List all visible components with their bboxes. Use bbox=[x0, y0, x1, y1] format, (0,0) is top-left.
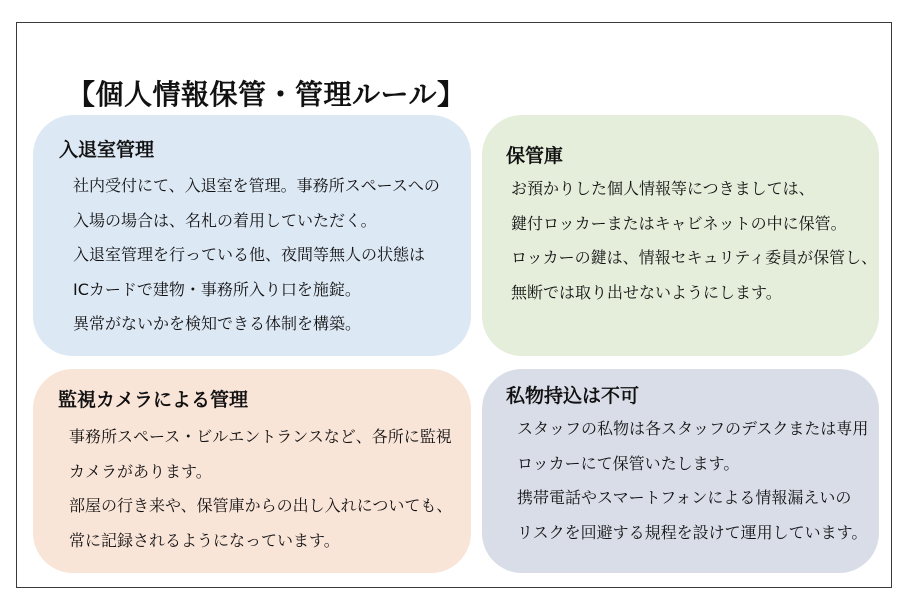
card-line: リスクを回避する規程を設けて運用しています。 bbox=[517, 522, 868, 542]
card-line: 事務所スペース・ビルエントランスなど、各所に監視 bbox=[69, 427, 452, 446]
card-camera-monitoring bbox=[33, 369, 471, 573]
card-body bbox=[69, 420, 452, 558]
card-line: 社内受付にて、入退室を管理。事務所スペースへの bbox=[73, 176, 440, 195]
card-line: ICカードで建物・事務所入り口を施錠。 bbox=[73, 279, 361, 299]
card-title: 入退室管理 bbox=[59, 139, 155, 161]
card-body bbox=[517, 412, 868, 550]
card-body bbox=[73, 169, 440, 342]
card-line: 入退室管理を行っている他、夜間等無人の状態は bbox=[73, 245, 426, 264]
card-body bbox=[511, 172, 877, 310]
card-line: 携帯電話やスマートフォンによる情報漏えいの bbox=[517, 488, 852, 507]
card-personal-items bbox=[482, 369, 879, 573]
card-line: 常に記録されるようになっています。 bbox=[69, 530, 340, 550]
card-line: 異常がないかを検知できる体制を構築。 bbox=[73, 314, 362, 333]
card-line: 無断では取り出せないようにします。 bbox=[511, 282, 782, 302]
card-line: ロッカーの鍵は、情報セキュリティ委員が保管し、 bbox=[511, 248, 878, 267]
card-title: 監視カメラによる管理 bbox=[58, 389, 249, 411]
card-title: 保管庫 bbox=[506, 145, 564, 167]
card-line: スタッフの私物は各スタッフのデスクまたは専用 bbox=[517, 419, 869, 438]
card-line: ロッカーにて保管いたします。 bbox=[517, 453, 740, 473]
card-title: 私物持込は不可 bbox=[506, 385, 640, 407]
card-storage bbox=[482, 115, 879, 356]
page-title: 【個人情報保管・管理ルール】 bbox=[67, 78, 466, 111]
card-line: 鍵付ロッカーまたはキャビネットの中に保管。 bbox=[511, 213, 847, 233]
card-room-access bbox=[33, 115, 471, 356]
card-line: 入場の場合は、名札の着用していただく。 bbox=[73, 210, 377, 230]
card-line: お預かりした個人情報等につきましては、 bbox=[511, 179, 815, 198]
card-line: 部屋の行き来や、保管庫からの出し入れについても、 bbox=[69, 496, 453, 515]
card-line: カメラがあります。 bbox=[69, 461, 212, 481]
